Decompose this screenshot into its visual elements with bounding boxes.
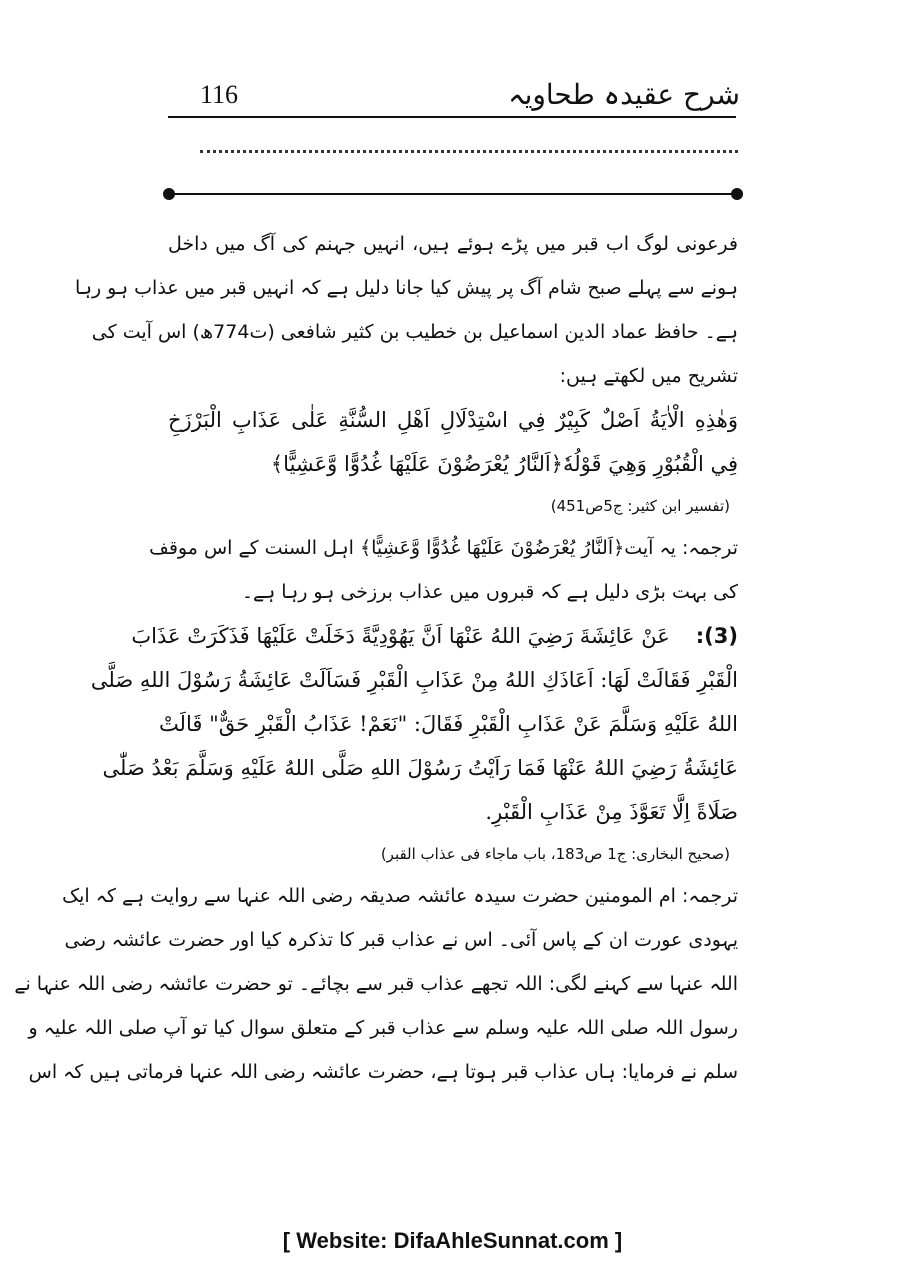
running-title: شرح عقیدہ طحاویہ [508,78,740,111]
hadith-line-5: صَلَاةً اِلَّا تَعَوَّذَ مِنْ عَذَابِ الْقَبْرِ. [485,800,738,824]
hadith-first-text: عَنْ عَائِشَةَ رَضِيَ اللهُ عَنْهَا اَنَّ يَهُوْدِيَّةً دَخَلَتْ عَلَيْهَا فَذَكَرَتْ عَذَابَ [131,624,670,648]
hadith-line-1 [131,614,738,658]
hadith-line-4: عَائِشَةُ رَضِيَ اللهُ عَنْهَا فَمَا رَاَيْتُ رَسُوْلَ اللهِ صَلَّى اللهُ عَلَيْهِ وَسَلَّمَ بَعْدُ صَلّٰى [102,756,738,780]
page-number: 116 [200,80,239,109]
translation2-line-1: ترجمہ: ام المومنین حضرت سیدہ عائشہ صدیقہ رضی اللہ عنہا سے روایت ہے کہ ایک [62,885,738,907]
hadith-line-3: اللهُ عَلَيْهِ وَسَلَّمَ عَنْ عَذَابِ الْقَبْرِ فَقَالَ: "نَعَمْ! عَذَابُ الْقَبْرِ حَقٌّ" قَالَتْ [158,712,738,736]
translation1-line-2: کی بہت بڑی دلیل ہے کہ قبروں میں عذاب برزخی ہو رہا ہے۔ [241,581,738,603]
para1-line-2: ہونے سے پہلے صبح شام آگ پر پیش کیا جانا دلیل ہے کہ انہیں قبر میں عذاب ہو رہا [75,277,738,299]
hadith-line-2: الْقَبْرِ فَقَالَتْ لَهَا: اَعَاذَكِ اللهُ مِنْ عَذَابِ الْقَبْرِ فَسَاَلَتْ عَائِشَةُ رَسُوْلَ اللهِ صَلَّى [90,668,738,692]
section-divider [168,193,738,195]
translation2-line-3: اللہ عنہا سے کہنے لگی: اللہ تجھے عذاب قبر سے بچائے۔ تو حضرت عائشہ رضی اللہ عنہا نے [14,973,738,995]
translation1-line-1: ترجمہ: یہ آیت﴿اَلنَّارُ يُعْرَضُوْنَ عَلَيْهَا غُدُوًّا وَّعَشِيًّا﴾ اہل السنت کے اس موقف [149,537,738,559]
page-body [14,222,738,1094]
translation2-line-5: سلم نے فرمایا: ہاں عذاب قبر ہوتا ہے، حضرت عائشہ رضی اللہ عنہا فرماتی ہیں کہ اس [28,1061,738,1083]
divider-dot-left [163,188,175,200]
arabic-quote-line-1: وَهٰذِهِ الْاٰيَةُ اَصْلٌ كَبِيْرٌ فِي اسْتِدْلَالِ اَهْلِ السُّنَّةِ عَلٰى عَذَابِ الْبَرْزَخِ [168,408,738,432]
arabic-quote-line-2: فِي الْقُبُوْرِ وَهِيَ قَوْلُهٗ﴿اَلنَّارُ يُعْرَضُوْنَ عَلَيْهَا غُدُوًّا وَّعَشِيًّا﴾ [270,452,738,476]
citation-bukhari: (صحیح البخاری: ج1 ص183، باب ماجاء فی عذاب القبر) [380,845,730,863]
para1-line-1: فرعونی لوگ اب قبر میں پڑے ہوئے ہیں، انہیں جہنم کی آگ میں داخل [168,233,738,255]
hadith-number: (3): [695,624,738,648]
translation2-line-4: رسول اللہ صلی اللہ علیہ وسلم سے عذاب قبر کے متعلق سوال کیا تو آپ صلی اللہ علیہ و [28,1017,738,1039]
website-footer: [ Website: DifaAhleSunnat.com ] [282,1228,623,1253]
citation-ibn-kathir: (تفسیر ابن کثیر: ج5ص451) [550,497,730,515]
para1-line-4: تشریح میں لکھتے ہیں: [559,365,738,387]
para1-line-3: ہے۔ حافظ عماد الدین اسماعیل بن خطیب بن کثیر شافعی (ت774ھ) اس آیت کی [91,321,738,343]
header-rule [168,116,736,118]
translation2-line-2: یہودی عورت ان کے پاس آئی۔ اس نے عذاب قبر کا تذکرہ کیا اور حضرت عائشہ رضی [64,929,738,951]
dotted-rule [200,150,738,153]
divider-dot-right [731,188,743,200]
